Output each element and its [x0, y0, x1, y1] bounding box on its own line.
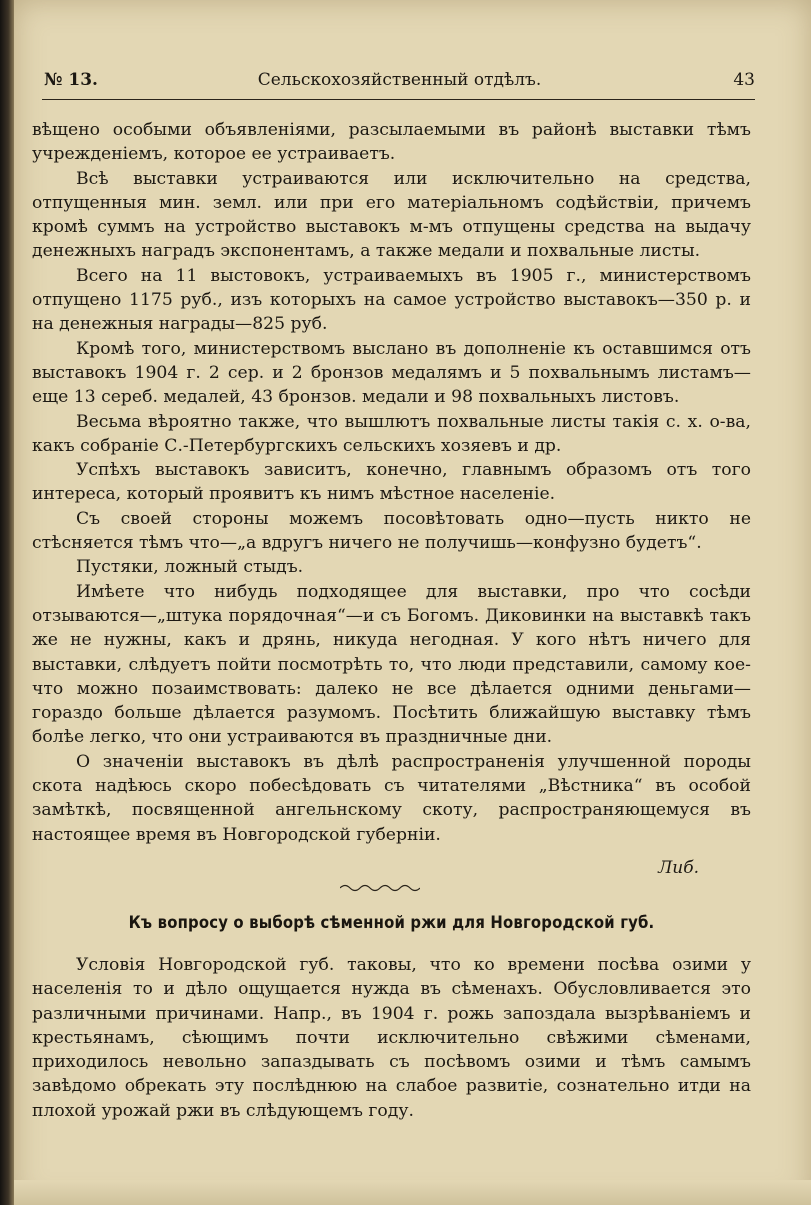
- paragraph: О значеніи выставокъ въ дѣлѣ распространенія улучшенной породы скота надѣюсь скоро побесѣдовать съ читателями „Вѣстника“ въ особой замѣткѣ, посвященной ангельнскому скоту, распространяющемуся въ настоящее время въ Новгородской губерніи.: [32, 751, 751, 845]
- paragraph: Кромѣ того, министерствомъ выслано въ дополненіе къ оставшимся отъ выставокъ 1904 г. 2 сер. и 2 бронзов медалямъ и 5 похвальнымъ листамъ—еще 13 сереб. медалей, 43 бронзов. медали и 98 похвальныхъ листовъ.: [32, 338, 751, 408]
- page-bottom-margin: [14, 1180, 811, 1205]
- issue-number: № 13.: [44, 70, 98, 90]
- paragraph: Пустяки, ложный стыдъ.: [76, 557, 304, 578]
- header-rule: [42, 99, 755, 100]
- paragraph: Всего на 11 выстовокъ, устраиваемыхъ въ 1905 г., министерствомъ отпущено 1175 руб., изъ которыхъ на самое устройство выставокъ—350 р. и на денежныя награды—825 руб.: [32, 265, 751, 335]
- running-title: Сельскохозяйственный отдѣлъ.: [257, 70, 542, 90]
- article-body-second: [32, 953, 751, 1123]
- wave-ornament-divider: [340, 883, 420, 893]
- article-title: Къ вопросу о выборѣ сѣменной ржи для Новгородской губ.: [128, 913, 655, 932]
- paragraph: Условія Новгородской губ. таковы, что ко времени посѣва озими у населенія то и дѣло ощущается нужда въ сѣменахъ. Обусловливается это различными причинами. Напр., въ 1904 г. рожь запоздала вызрѣваніемъ и крестьянамъ, сѣющимъ почти исключительно свѣжими сѣменами, приходилось невольно запаздывать съ посѣвомъ озими и тѣмъ самымъ завѣдомо обрекать эту послѣднюю на слабое развитіе, сознательно итди на плохой урожай ржи въ слѣдующемъ году.: [32, 955, 751, 1121]
- paragraph: Весьма вѣроятно также, что вышлютъ похвальные листы такія с. х. о-ва, какъ собраніе С.-Петербургскихъ сельскихъ хозяевъ и др.: [32, 411, 751, 456]
- paragraph: Успѣхъ выставокъ зависитъ, конечно, главнымъ образомъ отъ того интереса, который проявитъ къ нимъ мѣстное населеніе.: [32, 460, 751, 505]
- article-body: [32, 118, 751, 847]
- author-signature: Либ.: [658, 858, 699, 878]
- paragraph: Имѣете что нибудь подходящее для выставки, про что сосѣди отзываются—„штука порядочная“—и съ Богомъ. Диковинки на выставкѣ такъ же не нужны, какъ и дрянь, никуда негодная. У кого нѣтъ ничего для выставки, слѣдуетъ пойти посмотрѣть то, что люди представили, самому кое-что можно позаимствовать: далеко не все дѣлается одними деньгами—гораздо больше дѣлается разумомъ. Посѣтить ближайшую выставку тѣмъ болѣе легко, что они устраиваются въ праздничные дни.: [32, 581, 751, 748]
- paragraph: вѣщено особыми объявленіями, разсылаемыми въ районѣ выставки тѣмъ учрежденіемъ, которое ее устраиваетъ.: [32, 120, 751, 165]
- book-spine-edge: [0, 0, 14, 1205]
- page-number: 43: [733, 70, 755, 90]
- paragraph: Всѣ выставки устраиваются или исключительно на средства, отпущенныя мин. земл. или при его матеріальномъ содѣйствіи, причемъ кромѣ суммъ на устройство выставокъ м-мъ отпущены средства на выдачу денежныхъ наградъ экспонентамъ, а также медали и похвальные листы.: [32, 168, 751, 262]
- running-header: [44, 70, 755, 96]
- paragraph: Съ своей стороны можемъ посовѣтовать одно—пусть никто не стѣсняется тѣмъ что—„а вдругъ ничего не получишь—конфузно будетъ“.: [32, 508, 751, 554]
